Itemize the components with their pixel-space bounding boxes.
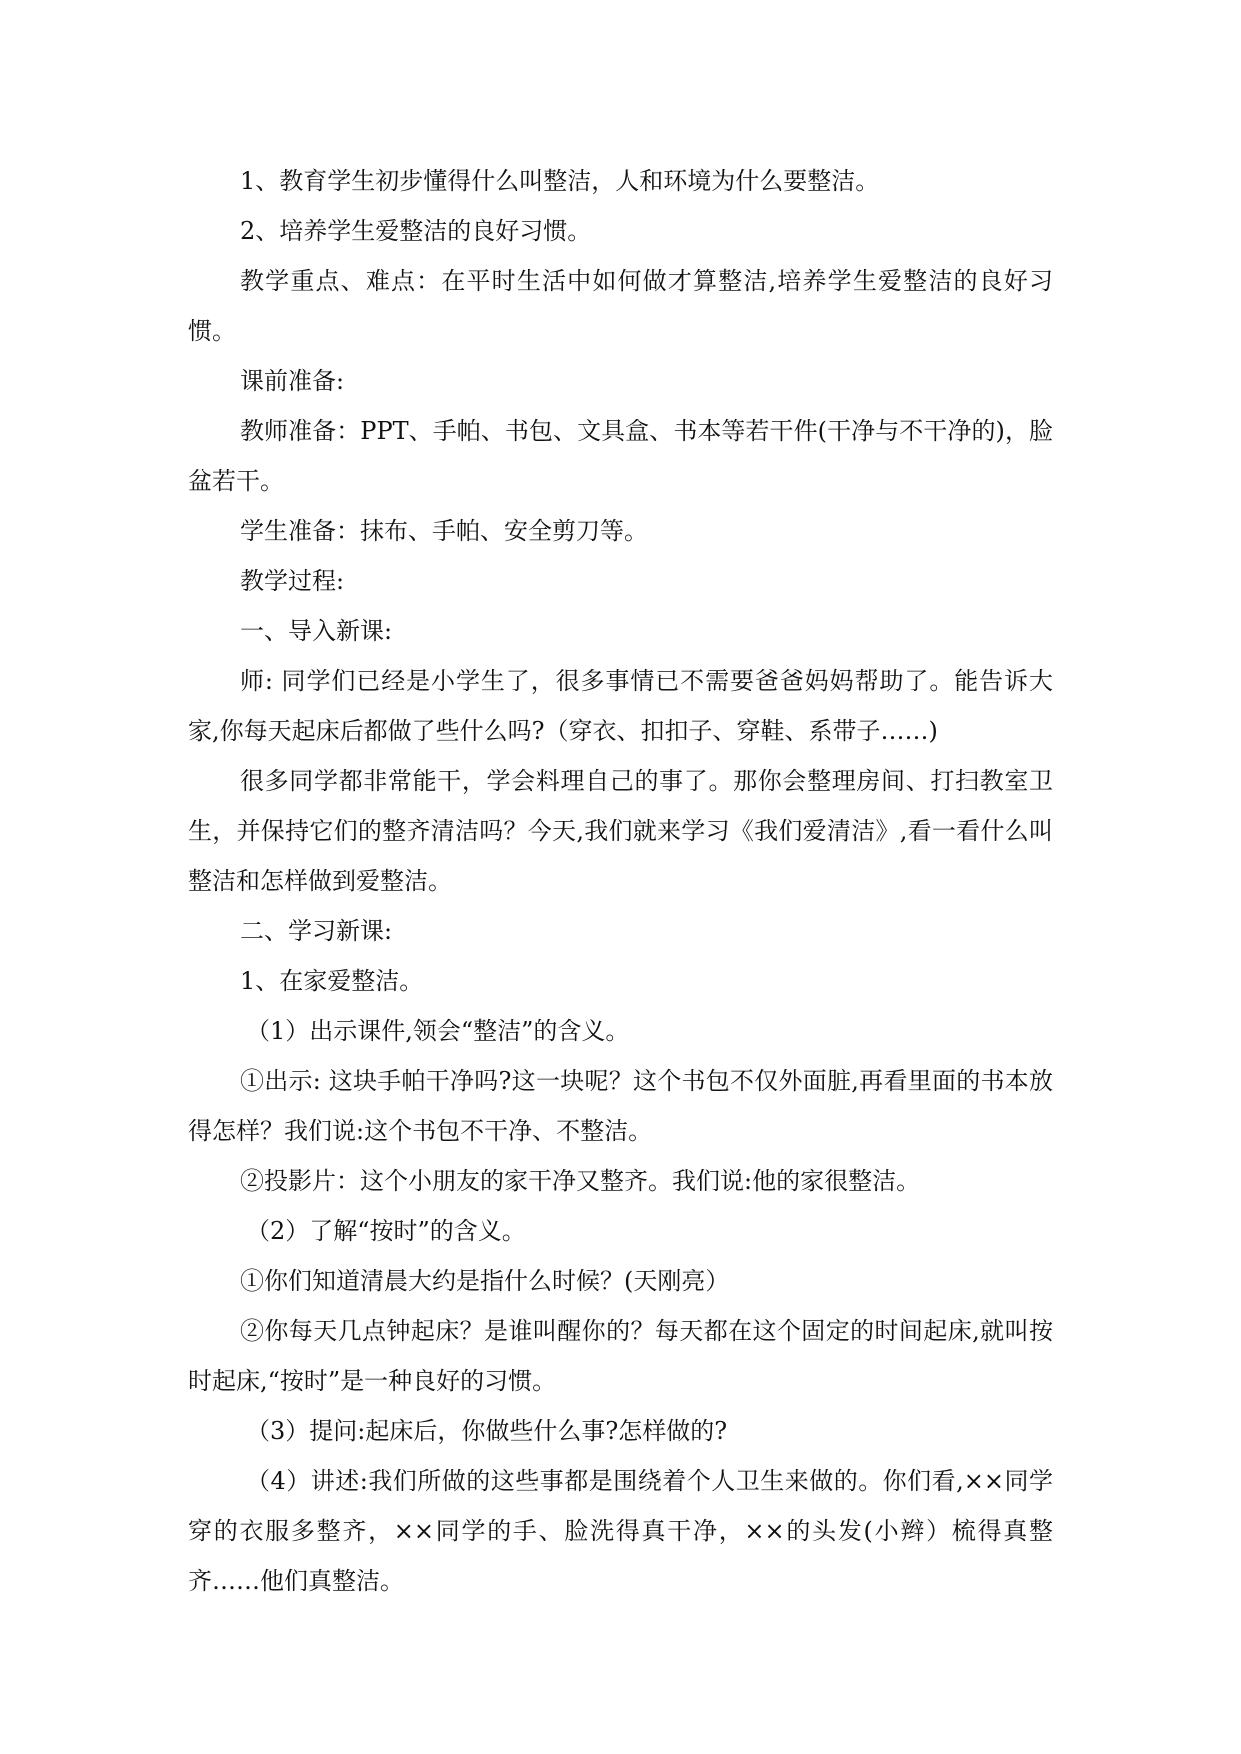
section-two-heading: 二、学习新课: bbox=[240, 917, 393, 945]
home-cleanliness-heading: 1、在家爱整洁。 bbox=[240, 967, 424, 995]
preparation-heading: 课前准备: bbox=[240, 367, 345, 395]
cleanliness-meaning: （1）出示课件,领会“整洁”的含义。 bbox=[246, 1017, 630, 1045]
hygiene-discussion: （4）讲述:我们所做的这些事都是围绕着个人卫生来做的。你们看,××同学穿的衣服多整齐，××同学的手、脸洗得真干净，××的头发(小辫）梳得真整齐……他们真整洁。 bbox=[188, 1467, 1053, 1595]
teacher-question: 师: 同学们已经是小学生了，很多事情已不需要爸爸妈妈帮助了。能告诉大家,你每天起床后都做了些什么吗?（穿衣、扣扣子、穿鞋、系带子……) bbox=[188, 667, 1053, 745]
process-heading: 教学过程: bbox=[240, 567, 345, 595]
section-one-heading: 一、导入新课: bbox=[240, 617, 393, 645]
teacher-preparation: 教师准备：PPT、手帕、书包、文具盒、书本等若干件(干净与不干净的)，脸盆若干。 bbox=[188, 417, 1053, 495]
document-body bbox=[188, 156, 1053, 1606]
after-waking-question: （3）提问:起床后，你做些什么事?怎样做的? bbox=[246, 1417, 728, 1445]
show-item-one: ①出示: 这块手帕干净吗?这一块呢？这个书包不仅外面脏,再看里面的书本放得怎样？我们说:这个书包不干净、不整洁。 bbox=[188, 1067, 1053, 1145]
objective-2: 2、培养学生爱整洁的良好习惯。 bbox=[240, 217, 592, 245]
key-points: 教学重点、难点：在平时生活中如何做才算整洁,培养学生爱整洁的良好习惯。 bbox=[188, 267, 1053, 345]
on-time-meaning: （2）了解“按时”的含义。 bbox=[246, 1217, 526, 1245]
wake-up-question: ②你每天几点钟起床？是谁叫醒你的？每天都在这个固定的时间起床,就叫按时起床,“按时”是一种良好的习惯。 bbox=[188, 1317, 1053, 1395]
lesson-introduction: 很多同学都非常能干，学会料理自己的事了。那你会整理房间、打扫教室卫生，并保持它们的整齐清洁吗？今天,我们就来学习《我们爱清洁》,看一看什么叫整洁和怎样做到爱整洁。 bbox=[188, 767, 1053, 895]
objective-1: 1、教育学生初步懂得什么叫整洁，人和环境为什么要整洁。 bbox=[240, 167, 880, 195]
morning-question: ①你们知道清晨大约是指什么时候？(天刚亮） bbox=[240, 1267, 730, 1295]
student-preparation: 学生准备：抹布、手帕、安全剪刀等。 bbox=[240, 517, 648, 545]
projection-item: ②投影片：这个小朋友的家干净又整齐。我们说:他的家很整洁。 bbox=[240, 1167, 921, 1195]
